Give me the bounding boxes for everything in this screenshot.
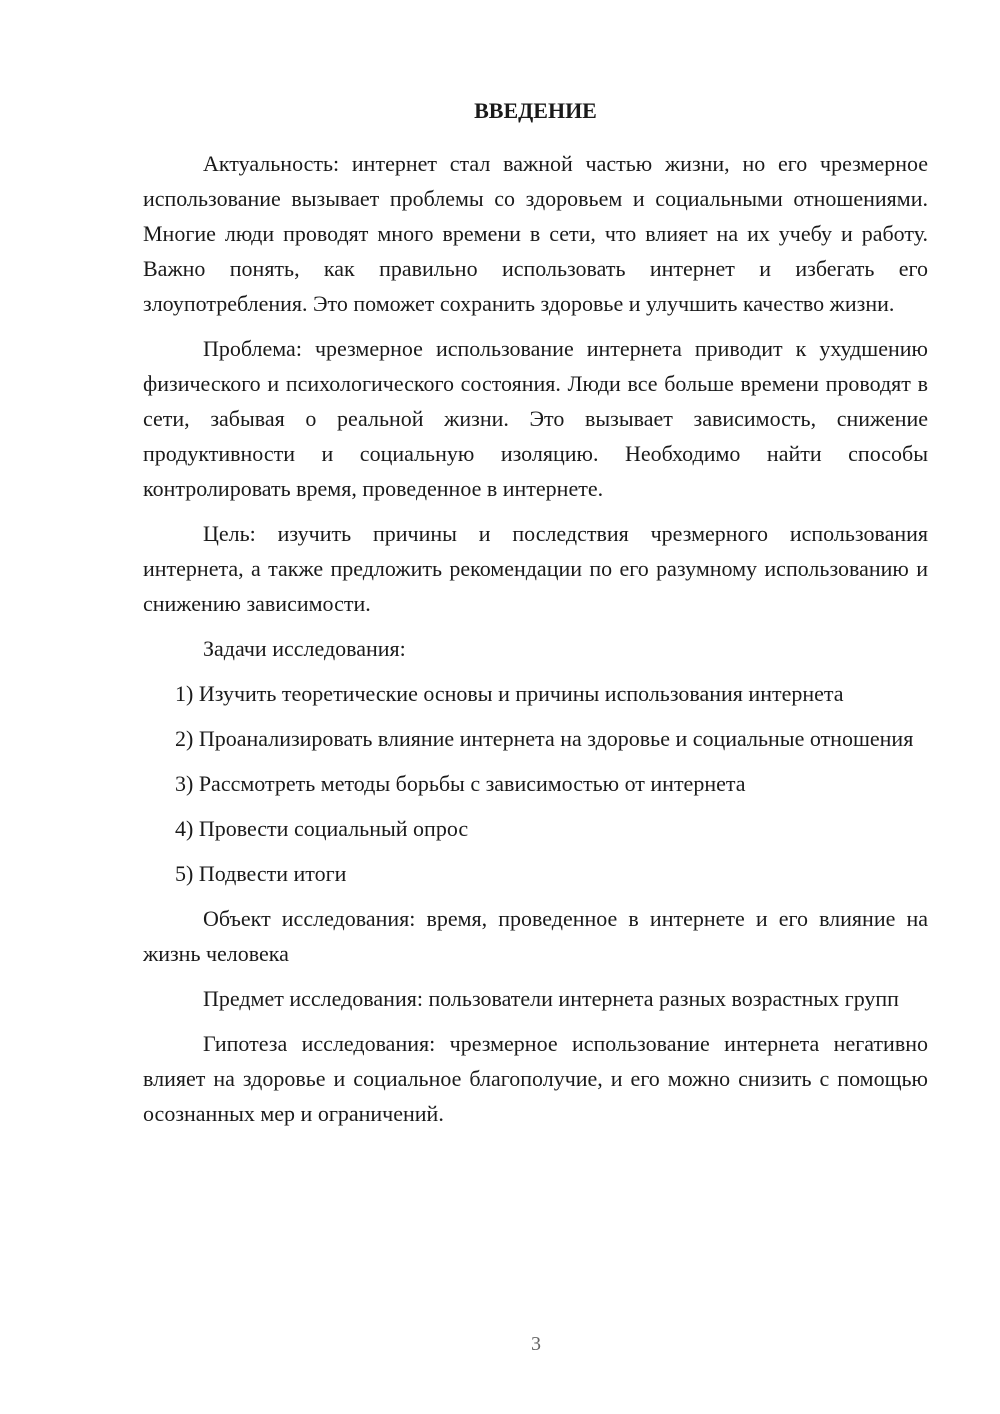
paragraph-hypothesis: Гипотеза исследования: чрезмерное использование интернета негативно влияет на здоровье и социальное благополучие, и его можно снизить с помощью осознанных мер и ограничений. — [143, 1031, 928, 1126]
section-title: ВВЕДЕНИЕ — [474, 98, 597, 123]
tasks-list — [143, 676, 928, 891]
tasks-heading: Задачи исследования: — [203, 636, 406, 661]
list-item: 1) Изучить теоретические основы и причины использования интернета — [175, 681, 844, 706]
paragraph-subject: Предмет исследования: пользователи интернета разных возрастных групп — [203, 986, 899, 1011]
list-item: 5) Подвести итоги — [175, 861, 347, 886]
list-item: 3) Рассмотреть методы борьбы с зависимостью от интернета — [175, 771, 746, 796]
paragraph-object: Объект исследования: время, проведенное в интернете и его влияние на жизнь человека — [143, 906, 928, 966]
list-item: 4) Провести социальный опрос — [175, 816, 469, 841]
list-item: 2) Проанализировать влияние интернета на здоровье и социальные отношения — [175, 726, 914, 751]
paragraph-problem: Проблема: чрезмерное использование интернета приводит к ухудшению физического и психологического состояния. Люди все больше времени проводят в сети, забывая о реальной жизни. Это вызывает зависимость, снижение продуктивности и социальную изоляцию. Необходимо найти способы контролировать время, проведенное в интернете. — [143, 336, 928, 501]
page-content — [143, 96, 928, 1141]
paragraph-goal: Цель: изучить причины и последствия чрезмерного использования интернета, а также предложить рекомендации по его разумному использованию и снижению зависимости. — [143, 521, 928, 616]
page-number: 3 — [531, 1333, 541, 1355]
paragraph-relevance: Актуальность: интернет стал важной частью жизни, но его чрезмерное использование вызывает проблемы со здоровьем и социальными отношениями. Многие люди проводят много времени в сети, что влияет на их учебу и работу. Важно понять, как правильно использовать интернет и избегать его злоупотребления. Это поможет сохранить здоровье и улучшить качество жизни. — [143, 151, 928, 316]
